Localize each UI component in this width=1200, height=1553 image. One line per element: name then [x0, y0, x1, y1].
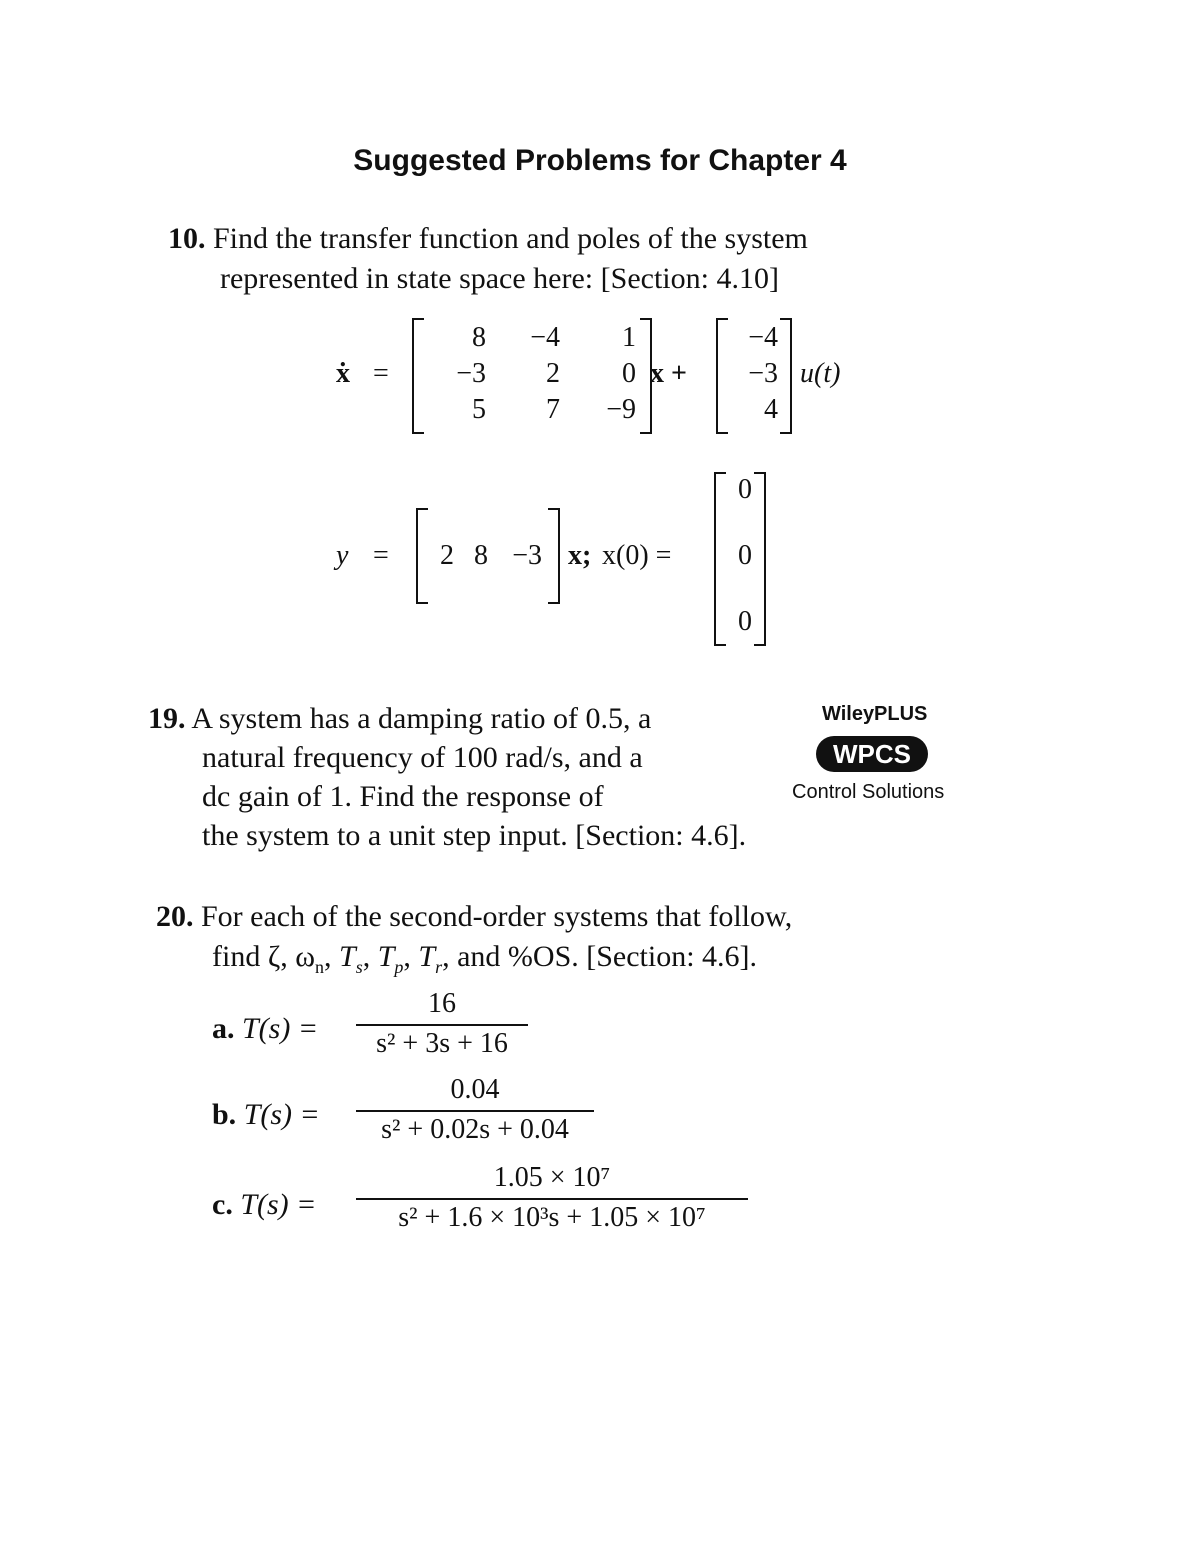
- matrix-B: [716, 316, 792, 436]
- part-a-label: [212, 1012, 318, 1046]
- fraction-a: [356, 988, 528, 1060]
- x-plus: x +: [650, 358, 687, 389]
- problem-20-line1: [156, 898, 792, 936]
- x0-label: x(0) =: [602, 540, 672, 571]
- part-b-label: [212, 1098, 320, 1132]
- transfer-function-lhs: T(s) =: [243, 1098, 320, 1131]
- matrix-cell: 8: [472, 322, 486, 353]
- matrix-cell: 8: [474, 540, 488, 571]
- matrix-cell: 2: [440, 540, 454, 571]
- matrix-cell: −4: [530, 322, 560, 353]
- matrix-cell: 2: [546, 358, 560, 389]
- vector-cell: 0: [738, 540, 752, 571]
- part-letter: a.: [212, 1012, 235, 1045]
- transfer-function-lhs: T(s) =: [242, 1012, 319, 1045]
- problem-10-line2: represented in state space here: [Section: 4.10]: [220, 262, 779, 295]
- matrix-cell: 1: [622, 322, 636, 353]
- denominator: s² + 3s + 16: [376, 1028, 508, 1059]
- problem-19-line4: the system to a unit step input. [Section: 4.6].: [202, 819, 747, 852]
- matrix-cell: −3: [456, 358, 486, 389]
- matrix-C: [416, 508, 560, 604]
- transfer-function-lhs: T(s) =: [240, 1188, 317, 1221]
- subscript: s: [355, 957, 363, 977]
- x-semicolon: x;: [568, 540, 592, 571]
- matrix-cell: 5: [472, 394, 486, 425]
- and-os: and %OS. [Section: 4.6].: [457, 940, 758, 973]
- matrix-cell: −3: [512, 540, 542, 571]
- matrix-cell: 4: [764, 394, 778, 425]
- Tp: T: [377, 940, 395, 973]
- part-letter: b.: [212, 1098, 237, 1131]
- problem-20-text: For each of the second-order systems that follow,: [201, 900, 793, 933]
- matrix-cell: −9: [606, 394, 636, 425]
- vector-cell: 0: [738, 474, 752, 505]
- input-u: u(t): [800, 358, 841, 389]
- bracket-left: [412, 318, 424, 434]
- subscript: p: [394, 957, 404, 977]
- problem-19-line1: [148, 700, 651, 738]
- problem-19-text: A system has a damping ratio of 0.5, a: [191, 702, 652, 735]
- bracket-left: [714, 472, 726, 646]
- Tr: T: [418, 940, 436, 973]
- page-title: Suggested Problems for Chapter 4: [353, 144, 847, 177]
- problem-19-line3: dc gain of 1. Find the response of: [202, 780, 604, 813]
- numerator: 1.05 × 10⁷: [493, 1162, 611, 1193]
- denominator: s² + 1.6 × 10³s + 1.05 × 10⁷: [398, 1202, 706, 1233]
- wpcs-badge: WPCS: [816, 736, 928, 772]
- bracket-left: [716, 318, 728, 434]
- problem-20-number: 20.: [156, 900, 194, 933]
- matrix-A: [412, 316, 652, 436]
- Ts: T: [339, 940, 356, 973]
- matrix-cell: 0: [622, 358, 636, 389]
- fraction-b: [356, 1074, 594, 1146]
- bracket-left: [416, 508, 428, 604]
- subscript: n: [315, 957, 324, 977]
- zeta-omega: find ζ, ω: [212, 940, 315, 973]
- problem-19-line2: natural frequency of 100 rad/s, and a: [202, 741, 643, 774]
- problem-20-line2: find ζ, $\omega_n$, $T_s$, $T_p$, $T_r$, and %OS. [Section: 4.6].: [212, 940, 758, 977]
- problem-10-line1: Find the transfer function and poles of the system: [213, 222, 808, 255]
- matrix-cell: −4: [748, 322, 778, 353]
- problem-10-number: 10.: [168, 222, 206, 255]
- vector-cell: 0: [738, 606, 752, 637]
- bracket-right: [754, 472, 766, 646]
- y-symbol: y: [336, 540, 349, 571]
- wileyplus-label: WileyPLUS: [822, 703, 928, 725]
- fraction-c: [356, 1162, 748, 1234]
- xdot-symbol: ẋ: [336, 358, 350, 389]
- fraction-bar: [356, 1024, 528, 1026]
- matrix-cell: −3: [748, 358, 778, 389]
- numerator: 16: [428, 988, 456, 1019]
- vector-x0: [714, 470, 766, 646]
- denominator: s² + 0.02s + 0.04: [381, 1114, 569, 1145]
- bracket-right: [548, 508, 560, 604]
- equals-sign: =: [373, 540, 389, 571]
- fraction-bar: [356, 1110, 594, 1112]
- bracket-right: [780, 318, 792, 434]
- problem-10: [168, 220, 808, 258]
- part-letter: c.: [212, 1188, 233, 1221]
- part-c-label: [212, 1188, 316, 1222]
- equals-sign: =: [373, 358, 389, 389]
- matrix-cell: 7: [546, 394, 560, 425]
- fraction-bar: [356, 1198, 748, 1200]
- control-solutions-label: Control Solutions: [792, 781, 945, 803]
- problem-19-number: 19.: [148, 702, 186, 735]
- numerator: 0.04: [450, 1074, 500, 1105]
- subscript: r: [435, 957, 443, 977]
